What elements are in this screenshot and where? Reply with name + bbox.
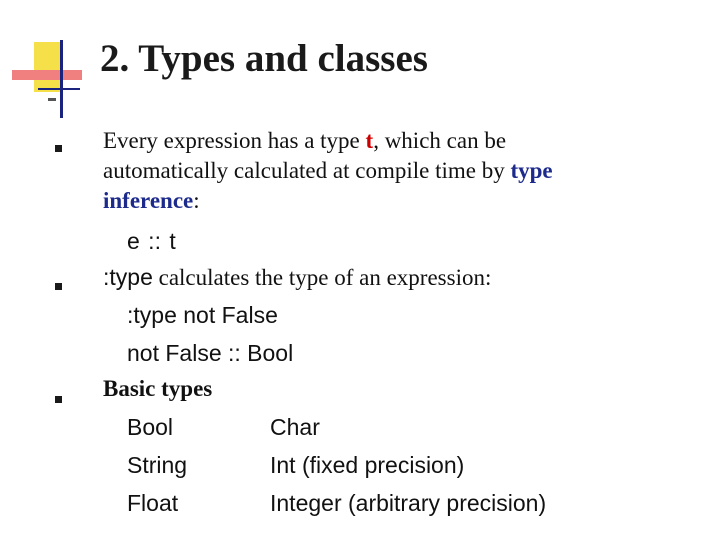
bullet-marker-3 bbox=[55, 396, 62, 403]
slide-title: 2. Types and classes bbox=[100, 37, 428, 80]
bullet1-text-a: Every expression has a type bbox=[103, 128, 366, 153]
bullet2-text: calculates the type of an expression: bbox=[152, 265, 492, 290]
deco-blue-vertical bbox=[60, 40, 63, 118]
bullet1-type-var: t bbox=[365, 128, 374, 153]
bullet1-line1 bbox=[103, 128, 506, 154]
bullet1-text-b: , which can be bbox=[373, 128, 507, 153]
bullet2-line bbox=[103, 264, 491, 291]
basic-type-float: Float bbox=[127, 490, 179, 516]
deco-blue-horizontal bbox=[38, 88, 80, 90]
bullet2-example2: not False :: Bool bbox=[127, 340, 294, 366]
bullet1-colon: : bbox=[193, 188, 200, 213]
bullet1-inference-word: inference bbox=[103, 188, 194, 213]
basic-type-int: Int (fixed precision) bbox=[270, 452, 465, 478]
bullet3-heading: Basic types bbox=[103, 376, 213, 401]
bullet-marker-2 bbox=[55, 283, 62, 290]
bullet2-example1: :type not False bbox=[127, 302, 278, 328]
basic-type-char: Char bbox=[270, 414, 320, 440]
deco-red-bar bbox=[12, 70, 82, 80]
bullet2-code: :type bbox=[103, 264, 153, 290]
basic-type-string: String bbox=[127, 452, 188, 478]
decorative-logo bbox=[0, 0, 80, 120]
bullet1-line2 bbox=[103, 158, 553, 184]
basic-type-bool: Bool bbox=[127, 414, 174, 440]
bullet-marker-1 bbox=[55, 145, 62, 152]
deco-dark-tick bbox=[48, 98, 56, 101]
bullet1-example: e :: t bbox=[127, 228, 176, 254]
bullet1-type-word: type bbox=[510, 158, 553, 183]
deco-yellow-block bbox=[34, 42, 62, 92]
bullet1-line3 bbox=[103, 188, 200, 214]
bullet1-text-c: automatically calculated at compile time by bbox=[103, 158, 511, 183]
basic-type-integer: Integer (arbitrary precision) bbox=[270, 490, 547, 516]
